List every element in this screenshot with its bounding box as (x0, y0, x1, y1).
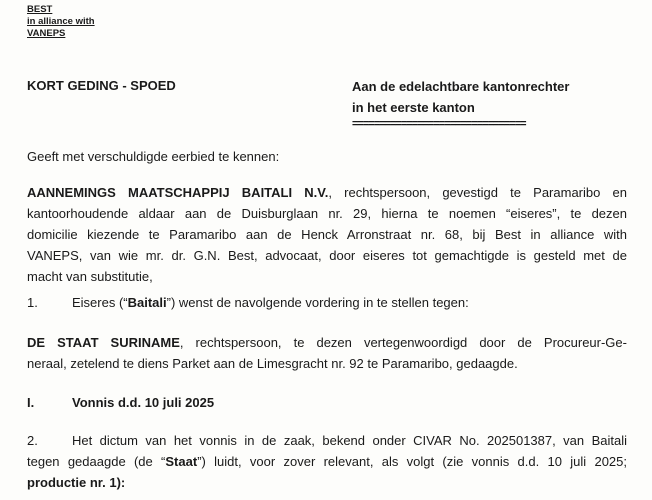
defendant-paragraph (27, 332, 627, 374)
item-2-party-short: Staat (165, 454, 198, 469)
section-1-number: I. (27, 395, 35, 410)
addressee-underline-rule: ================================ (352, 118, 526, 130)
party-line-4: VANEPS, van wie mr. dr. G.N. Best, advocaat, door eiseres tot gemachtigde is gesteld met de (27, 248, 627, 263)
section-1-title: Vonnis d.d. 10 juli 2025 (72, 395, 215, 410)
item-1-party-short: Baitali (127, 295, 167, 310)
addressee-line-2: in het eerste kanton (352, 100, 475, 115)
party-paragraph (27, 182, 627, 287)
defendant-name: DE STAAT SURINAME (27, 335, 180, 350)
firm-alliance-text: in alliance with (27, 16, 95, 27)
party-name: AANNEMINGS MAATSCHAPPIJ BAITALI N.V. (27, 185, 329, 200)
item-2-line-1: Het dictum van het vonnis in de zaak, bekend onder CIVAR No. 202501387, van Baitali (72, 433, 627, 448)
case-title: KORT GEDING - SPOED (27, 78, 176, 93)
item-2-paragraph (27, 430, 627, 493)
item-2-line-3: productie nr. 1): (27, 475, 126, 490)
defendant-line-1: DE STAAT SURINAME, rechtspersoon, te dezen vertegenwoordigd door de Procureur-Ge- (27, 335, 627, 350)
addressee-line-1: Aan de edelachtbare kantonrechter (352, 79, 570, 94)
defendant-line-2: neraal, zetelend te diens Parket aan de Limesgracht nr. 92 te Paramaribo, gedaagde. (27, 356, 518, 371)
item-1-number: 1. (27, 295, 38, 310)
party-line-5: macht van substitutie, (27, 269, 153, 284)
party-line-1: AANNEMINGS MAATSCHAPPIJ BAITALI N.V., rechtspersoon, gevestigd te Paramaribo en (27, 185, 627, 200)
party-line-3: domicilie kiezende te Paramaribo aan de Henck Arronstraat nr. 68, bij Best in alliance with (27, 227, 627, 242)
item-1-text: Eiseres (“Baitali”) wenst de navolgende vordering in te stellen tegen: (72, 295, 469, 310)
firm-letterhead (27, 4, 95, 40)
item-2-line-2: tegen gedaagde (de “Staat”) luidt, voor zover relevant, als volgt (zie vonnis d.d. 10 juli 2025; (27, 454, 627, 469)
firm-name: BEST (27, 4, 53, 15)
addressee-block (352, 76, 569, 130)
firm-partner-name: VANEPS (27, 28, 66, 39)
intro-paragraph: Geeft met verschuldigde eerbied te kennen: (27, 149, 280, 164)
party-line-2: kantoorhoudende aldaar aan de Duisburglaan nr. 29, hierna te noemen “eiseres”, te dezen (27, 206, 627, 221)
item-2-number: 2. (27, 433, 38, 448)
